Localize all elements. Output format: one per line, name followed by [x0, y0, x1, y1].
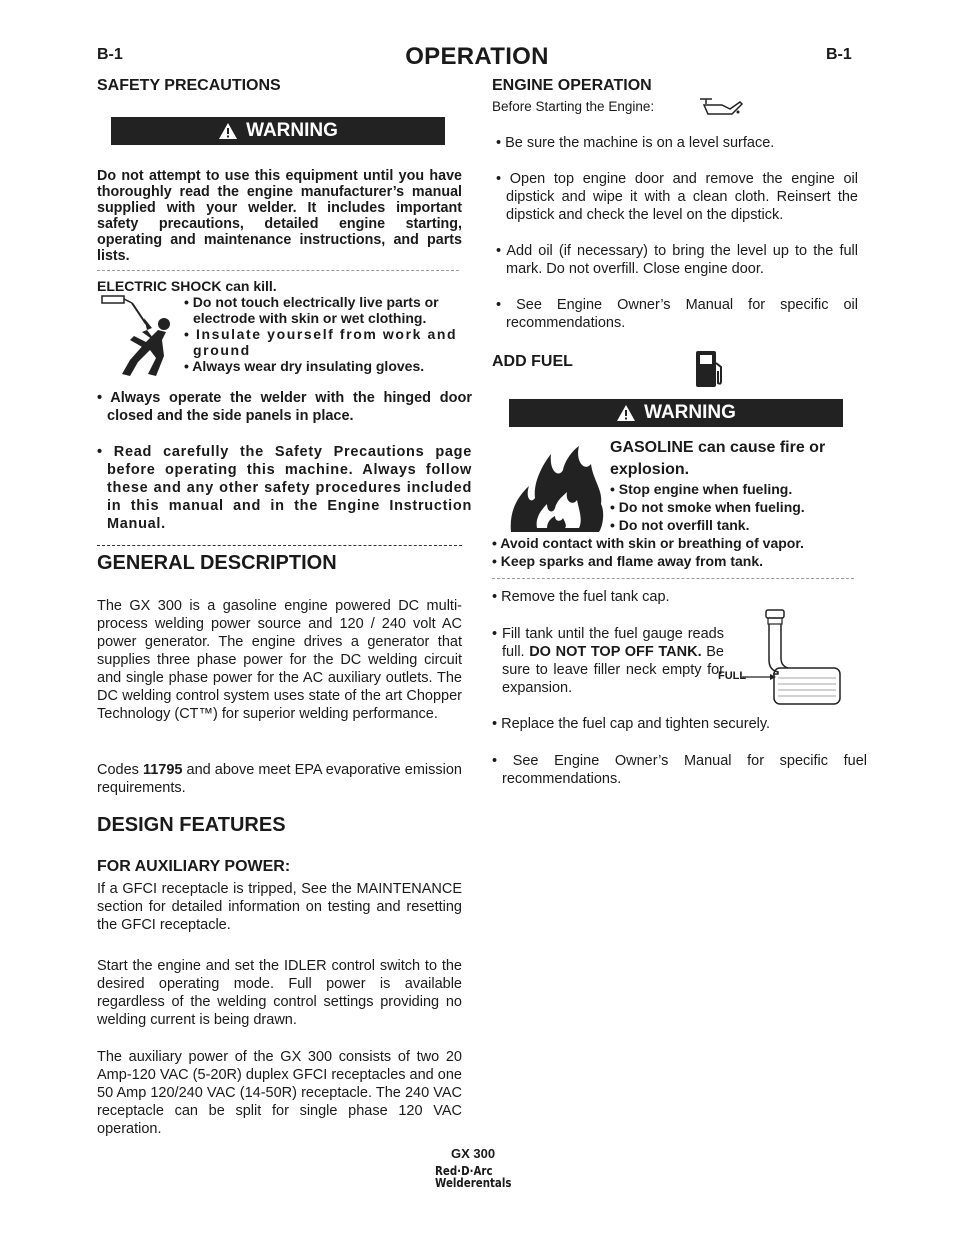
divider	[97, 545, 462, 546]
aux-paragraph: If a GFCI receptacle is tripped, See the MAINTENANCE section for detailed information on testing and resetting the GFCI receptacle.	[97, 881, 462, 933]
engine-bullets	[496, 134, 858, 332]
divider	[97, 270, 459, 271]
warning-label: WARNING	[246, 120, 338, 141]
fuel-warning-banner	[509, 399, 843, 427]
safety-bullet: • Read carefully the Safety Precautions page before operating this machine. Always follow these and any other safety procedures included in this manual and in the Engine Instruction Manual.	[97, 444, 472, 532]
gasoline-item: • Keep sparks and flame away from tank.	[492, 553, 764, 569]
codes-number: 11795	[142, 762, 183, 778]
warning-text: Do not attempt to use this equipment until you have thoroughly read the engine manufacturer’s manual supplied with your welder. It includes important safety precautions, detailed engine starting, operating and maintenance instructions, and parts lists.	[97, 168, 462, 264]
gasoline-item: • Do not smoke when fueling.	[610, 499, 805, 515]
safety-precautions-heading: SAFETY PRECAUTIONS	[97, 77, 281, 94]
footer-logo	[435, 1165, 511, 1189]
codes-text	[97, 761, 462, 797]
gasoline-list-wide	[492, 534, 862, 570]
divider	[492, 578, 854, 579]
fuel-bullet: • Remove the fuel tank cap.	[492, 589, 670, 605]
fill-text: • Fill tank until the fuel gauge reads full.	[492, 626, 724, 660]
engine-subheading: Before Starting the Engine:	[492, 99, 655, 114]
engine-bullet: • Be sure the machine is on a level surface.	[496, 135, 775, 151]
fire-icon	[507, 442, 607, 534]
engine-bullet: • See Engine Owner’s Manual for specific oil recommendations.	[496, 297, 858, 331]
logo-line: Red·D·Arc	[435, 1163, 493, 1178]
warning-triangle-icon	[218, 122, 238, 140]
gasoline-item: • Avoid contact with skin or breathing of vapor.	[492, 535, 804, 551]
electric-shock-heading: ELECTRIC SHOCK can kill.	[97, 278, 277, 294]
add-fuel-heading: ADD FUEL	[492, 353, 573, 370]
full-label: FULL	[718, 670, 747, 682]
design-features-heading: DESIGN FEATURES	[97, 814, 286, 836]
general-description-heading: GENERAL DESCRIPTION	[97, 552, 337, 574]
fuel-pump-icon	[694, 349, 726, 389]
gasoline-item: • Stop engine when fueling.	[610, 481, 793, 497]
shock-item: • Insulate yourself from work and ground	[184, 326, 458, 358]
aux-paragraph: Start the engine and set the IDLER control switch to the desired operating mode. Full power is available regardless of the welding control settings providing no welding current is being drawn.	[97, 958, 462, 1028]
warning-banner	[111, 117, 445, 145]
safety-bullet: • Always operate the welder with the hinged door closed and the side panels in place.	[97, 390, 472, 424]
electric-shock-icon	[100, 294, 180, 378]
logo-line: Welderentals	[435, 1175, 512, 1190]
page-code-left: B-1	[97, 46, 123, 63]
warning-triangle-icon	[616, 404, 636, 422]
shock-item: • Do not touch electrically live parts or electrode with skin or wet clothing.	[184, 294, 439, 326]
fuel-tank-gauge-icon	[740, 608, 844, 708]
oil-can-icon	[698, 96, 744, 116]
page-title: OPERATION	[405, 43, 549, 70]
fuel-bullet: • Replace the fuel cap and tighten securely.	[492, 716, 771, 732]
aux-paragraph: The auxiliary power of the GX 300 consists of two 20 Amp-120 VAC (5-20R) duplex GFCI receptacles and one 50 Amp 120/240 VAC (14-50R) receptacle. The 240 VAC receptacle can be split for single phase 120 VAC operation.	[97, 1049, 462, 1137]
engine-bullet: • Open top engine door and remove the engine oil dipstick and wipe it with a clean cloth. Reinsert the dipstick and check the level on the dipstick.	[496, 171, 858, 223]
fill-text: Be sure to leave filler neck empty for expansion.	[502, 644, 724, 696]
fuel-bullet-fill	[492, 625, 724, 697]
shock-item: • Always wear dry insulating gloves.	[184, 358, 425, 374]
engine-bullet: • Add oil (if necessary) to bring the level up to the full mark. Do not overfill. Close engine door.	[496, 243, 858, 277]
general-description-text: The GX 300 is a gasoline engine powered DC multi-process welding power source and 120 / 240 volt AC power generator. The engine drives a generator that supplies three phase power for the DC welding circuit and single phase power for the AC auxiliary outlets. The DC welding control system uses state of the art Chopper Technology (CT™) for superior welding performance.	[97, 598, 462, 722]
warning-label: WARNING	[644, 402, 736, 423]
auxiliary-power-heading: FOR AUXILIARY POWER:	[97, 858, 291, 875]
electric-shock-list	[184, 294, 464, 374]
fuel-bullet: • See Engine Owner’s Manual for specific fuel recommendations.	[492, 753, 867, 787]
gasoline-heading: GASOLINE can cause fire or explosion.	[610, 439, 826, 478]
gasoline-list	[610, 480, 860, 534]
page-code-right: B-1	[826, 46, 852, 63]
codes-suffix: and above meet EPA evaporative emission requirements.	[97, 762, 462, 796]
footer-model: GX 300	[451, 1146, 496, 1161]
codes-prefix: Codes	[97, 762, 143, 778]
fill-warning-text: DO NOT TOP OFF TANK.	[529, 644, 702, 660]
gasoline-item: • Do not overfill tank.	[610, 517, 750, 533]
engine-operation-heading: ENGINE OPERATION	[492, 77, 652, 94]
